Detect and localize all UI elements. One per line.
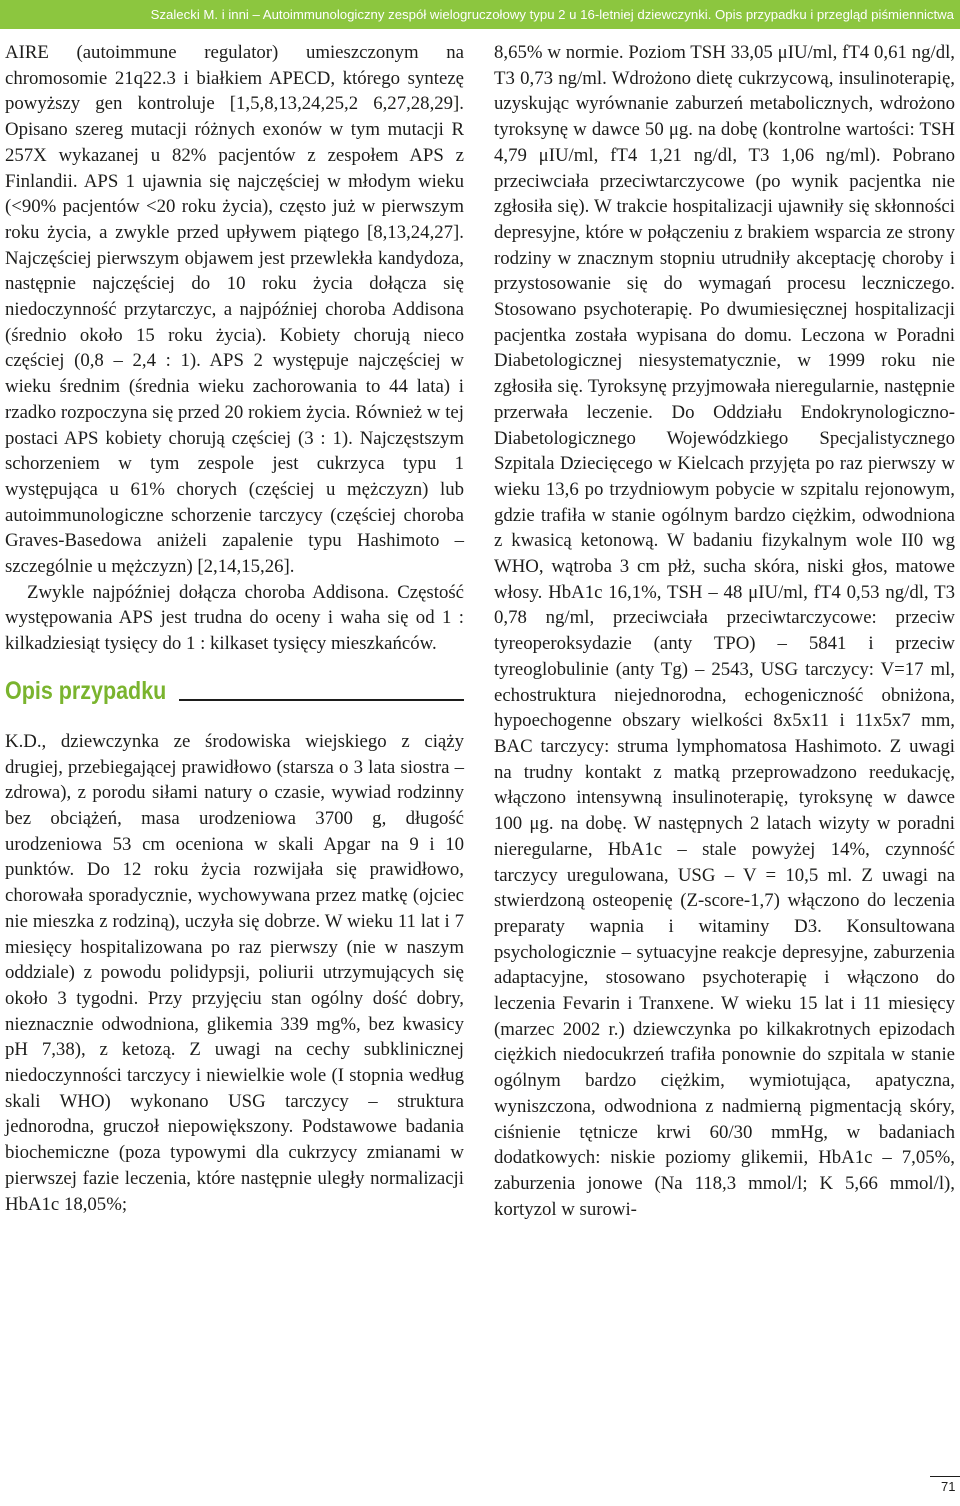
section-heading-rule — [179, 699, 464, 701]
page-number: 71 — [941, 1479, 956, 1494]
intro-paragraph: AIRE (autoimmune regulator) umieszczonym na chromosomie 21q22.3 i białkiem APECD, którego syntezę powyższy gen kontroluje [1,5,8,13,24,25,2 6,27,28,29]. Opisano szereg mutacji różnych exonów w tym mutacji R 257X wykazanej u 82% pacjentów z zespołem APS z Finlandii. APS 1 ujawnia się najczęściej w młodym wieku (<90% pacjentów <20 roku życia), często już w pierwszym roku życia, a zwykle przed upływem piątego [8,13,24,27]. Najczęściej pierwszym objawem jest przewlekła kandydoza, następnie najczęściej do 10 roku życia dołącza się niedoczynność przytarczyc, a najpóźniej choroba Addisona (średnio około 15 roku życia). Kobiety chorują nieco częściej (0,8 – 2,4 : 1). APS 2 występuje najczęściej w wieku średnim (średnia wieku zachorowania to 44 lata) i rzadko rozpoczyna się przed 20 rokiem życia. Również w tej postaci APS kobiety chorują częściej (3 : 1). Najczęstszym schorzeniem w tym zespole jest cukrzyca typu 1 występująca u 61% chorych (częściej u mężczyzn) lub autoimmunologiczne schorzenie tarczycy (częściej choroba Graves-Basedowa aniżeli zapalenie typu Hashimoto – szczególnie u mężczyzn) [2,14,15,26]. — [5, 42, 464, 578]
addison-paragraph: Zwykle najpóźniej dołącza choroba Addisona. Częstość występowania APS jest trudna do oceny i waha się od 1 : kilkadziesiąt tysięcy do 1 : kilkaset tysięcy mieszkańców. — [5, 581, 464, 655]
running-header — [0, 0, 960, 29]
page-number-rule — [930, 1476, 960, 1477]
section-heading-text: Opis przypadku — [5, 676, 167, 705]
running-title: Szalecki M. i inni – Autoimmunologiczny zespół wielogruczołowy typu 2 u 16-letniej dziewczynki. Opis przypadku i przegląd piśmiennictwa — [150, 7, 954, 22]
left-column — [5, 40, 464, 1217]
section-heading — [5, 677, 464, 705]
case-paragraph: K.D., dziewczynka ze środowiska wiejskiego z ciąży drugiej, przebiegającej prawidłowo (starsza o 3 lata siostra – zdrowa), z porodu siłami natury o czasie, wywiad rodzinny bez obciążeń, masa urodzeniowa 3700 g, długość urodzeniowa 53 cm oceniona w skali Apgar na 9 i 10 punktów. Do 12 roku życia rozwijała się prawidłowo, chorowała sporadycznie, wychowywana przez matkę (ojciec nie mieszka z rodziną), uczyła się dobrze. W wieku 11 lat i 7 miesięcy hospitalizowana po raz pierwszy (nie w naszym oddziale) z powodu polidypsji, poliurii utrzymujących się około 3 tygodni. Przy przyjęciu stan ogólny dość dobry, nieznacznie odwodniona, glikemia 339 mg%, bez kwasicy pH 7,38), z ketozą. Z uwagi na cechy subklinicznej niedoczynności tarczycy i niewielkie wole (I stopnia według skali WHO) wykonano USG tarczycy – struktura jednorodna, gruczoł niepowiększony. Podstawowe badania biochemiczne (poza typowymi dla cukrzycy zmianami w pierwszej fazie leczenia, które następnie uległy normalizacji HbA1c 18,05%; — [5, 730, 464, 1215]
continuation-paragraph: 8,65% w normie. Poziom TSH 33,05 μIU/ml, fT4 0,61 ng/dl, T3 0,73 ng/ml. Wdrożono dietę cukrzycową, insulinoterapię, uzyskując wyrównanie zaburzeń metabolicznych, wdrożono tyroksynę w dawce 50 μg. na dobę (kontrolne wartości: TSH 4,79 μIU/ml, fT4 1,21 ng/dl, T3 1,06 ng/ml). Pobrano przeciwciała przeciwtarczycowe (po wynik pacjentka nie zgłosiła się). W trakcie hospitalizacji ujawniły się skłonności depresyjne, które w połączeniu z brakiem wsparcia ze strony rodziny w znacznym stopniu utrudniły akceptację choroby i przystosowanie się do wymagań procesu leczniczego. Stosowano psychoterapię. Po dwumiesięcznej hospitalizacji pacjentka została wypisana do domu. Leczona w Poradni Diabetologicznej niesystematycznie, w 1999 roku nie zgłosiła się. Tyroksynę przyjmowała nieregularnie, następnie przerwała leczenie. Do Oddziału Endokrynologiczno-Diabetologicznego Wojewódzkiego Specjalistycznego Szpitala Dziecięcego w Kielcach przyjęta po raz pierwszy w wieku 13,6 po trzydniowym pobycie w szpitalu rejonowym, gdzie trafiła w stanie ogólnym bardzo ciężkim, odwodniona z kwasicą ketonową. W badaniu fizykalnym wole II0 wg WHO, wątroba 3 cm płż, sucha skóra, niski głos, matowe włosy. HbA1c 16,1%, TSH – 48 μIU/ml, fT4 0,53 ng/dl, T3 0,78 ng/ml, przeciwciała przeciwtarczycowe: przeciw tyreoperoksydazie (anty TPO) – 5841 i przeciw tyreoglobulinie (anty Tg) – 2543, USG tarczycy: V=17 ml, echostruktura niejednorodna, echogeniczność obniżona, hypoechogenne obszary wielkości 8x5x11 i 11x5x7 mm, BAC tarczycy: struma lymphomatosa Hashimoto. Z uwagi na trudny kontakt z matką przeprowadzono reedukację, włączono intensywną insulinoterapię, tyroksynę w dawce 100 μg. na dobę. W następnych 2 latach wizyty w poradni nieregularne, HbA1c – stale powyżej 14%, czynność tarczycy uregulowana, USG – V = 10,5 ml. Z uwagi na stwierdzoną osteopenię (Z-score-1,7) włączono do leczenia preparaty wapnia i witaminy D3. Konsultowana psychologicznie – sytuacyjne reakcje depresyjne, zaburzenia adaptacyjne, stosowano psychoterapię i włączono do leczenia Fevarin i Tranxene. W wieku 15 lat i 11 miesięcy (marzec 2002 r.) dziewczynka po kilkakrotnych epizodach ciężkich niedocukrzeń trafiła ponownie do szpitala w stanie ogólnym bardzo ciężkim, wymiotująca, apatyczna, wyniszczona, odwodniona z nadmierną pigmentacją skóry, ciśnienie tętnicze krwi 60/30 mmHg, w badaniach dodatkowych: niskie poziomy glikemii, HbA1c – 7,05%, zaburzenia jonowe (Na 118,3 mmol/l; K 5,66 mmol/l), kortyzol w surowi- — [494, 42, 955, 1220]
right-column — [494, 40, 955, 1222]
